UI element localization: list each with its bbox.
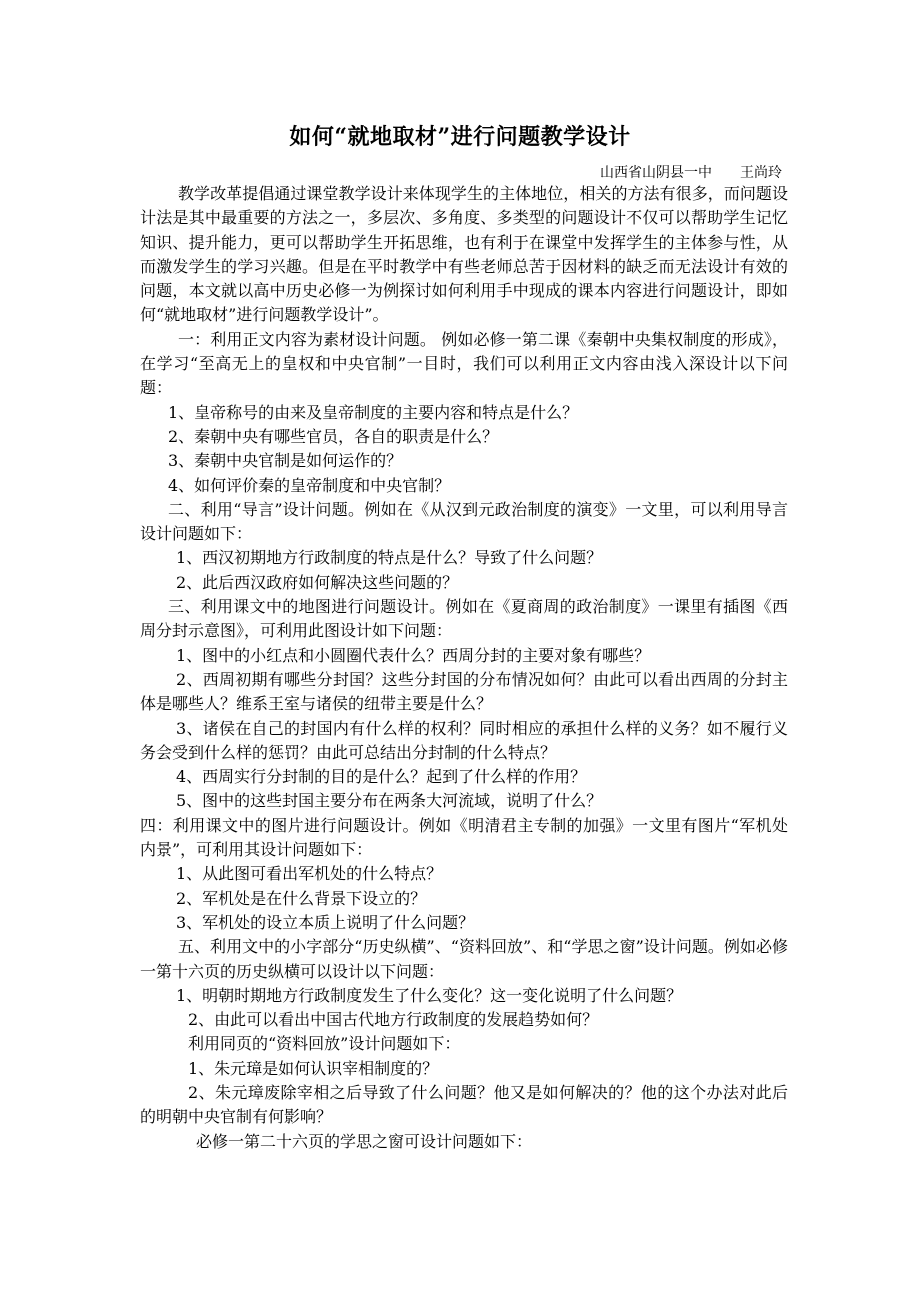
- section-5-question-4: 2、朱元璋废除宰相之后导致了什么问题？他又是如何解决的？他的这个办法对此后的明朝中央官制有何影响？: [140, 1082, 788, 1127]
- section-5-question-3: 1、朱元璋是如何认识宰相制度的？: [188, 1058, 439, 1078]
- section-3-question-2: 2、西周初期有哪些分封国？这些分封国的分布情况如何？由此可以看出西周的分封主体是哪些人？维系王室与诸侯的纽带主要是什么？: [140, 669, 788, 714]
- section-3-question-4: 4、西周实行分封制的目的是什么？起到了什么样的作用？: [176, 767, 587, 787]
- section-5-closing: 必修一第二十六页的学思之窗可设计问题如下：: [196, 1131, 533, 1151]
- section-2-heading: 二、利用“导言”设计问题。例如在《从汉到元政治制度的演变》一文里，可以利用导言设计问题如下：: [140, 499, 788, 544]
- section-1-heading: 一：利用正文内容为素材设计问题。 例如必修一第二课《秦朝中央集权制度的形成》，在学习“至高无上的皇权和中央官制”一目时，我们可以利用正文内容由浅入深设计以下问题：: [140, 329, 788, 398]
- section-5-subheading: 利用同页的“资料回放”设计问题如下：: [188, 1034, 461, 1054]
- section-5-question-1: 1、明朝时期地方行政制度发生了什么变化？这一变化说明了什么问题？: [176, 985, 683, 1005]
- byline-school: 山西省山阴县一中: [600, 165, 712, 181]
- section-2-question-1: 1、西汉初期地方行政制度的特点是什么？导致了什么问题？: [176, 548, 603, 568]
- section-3-question-3: 3、诸侯在自己的封国内有什么样的权利？同时相应的承担什么样的义务？如不履行义务会受到什么样的惩罚？由此可总结出分封制的什么特点？: [140, 718, 788, 762]
- section-1-question-4: 4、如何评价秦的皇帝制度和中央官制？: [168, 475, 451, 495]
- intro-paragraph: 教学改革提倡通过课堂教学设计来体现学生的主体地位，相关的方法有很多，而问题设计法是其中最重要的方法之一，多层次、多角度、多类型的问题设计不仅可以帮助学生记忆知识、提升能力，更可以帮助学生开拓思维，也有利于在课堂中发挥学生的主体参与性，从而激发学生的学习兴趣。但是在平时教学中有些老师总苦于因材料的缺乏而无法设计有效的问题，本文就以高中历史必修一为例探讨如何利用手中现成的课本内容进行问题设计，即如何“就地取材”进行问题教学设计”。: [140, 184, 788, 325]
- section-1-question-2: 2、秦朝中央有哪些官员，各自的职责是什么？: [168, 426, 499, 446]
- section-1-question-3: 3、秦朝中央官制是如何运作的？: [168, 451, 403, 471]
- section-3-question-5: 5、图中的这些封国主要分布在两条大河流域，说明了什么？: [176, 791, 603, 811]
- section-5-question-2: 2、由此可以看出中国古代地方行政制度的发展趋势如何？: [188, 1010, 599, 1030]
- section-1-question-1: 1、皇帝称号的由来及皇帝制度的主要内容和特点是什么？: [168, 402, 579, 422]
- section-4-question-2: 2、军机处是在什么背景下设立的？: [176, 888, 427, 908]
- byline: [600, 162, 782, 182]
- section-3-heading: 三、利用课文中的地图进行问题设计。例如在《夏商周的政治制度》一课里有插图《西周分封示意图》，可利用此图设计如下问题：: [140, 597, 788, 641]
- document-body: [140, 182, 788, 1154]
- section-3-question-1: 1、图中的小红点和小圆圈代表什么？西周分封的主要对象有哪些？: [176, 645, 651, 665]
- section-5-heading: 五、利用文中的小字部分“历史纵横”、“资料回放”、和“学思之窗”设计问题。例如必修一第十六页的历史纵横可以设计以下问题：: [140, 937, 788, 981]
- section-2-question-2: 2、此后西汉政府如何解决这些问题的？: [176, 572, 459, 592]
- document-title: 如何“就地取材”进行问题教学设计: [289, 124, 631, 150]
- section-4-heading: 四：利用课文中的图片进行问题设计。例如《明清君主专制的加强》一文里有图片“军机处内景”，可利用其设计问题如下：: [140, 815, 788, 860]
- byline-author: 王尚玲: [740, 165, 782, 181]
- section-4-question-3: 3、军机处的设立本质上说明了什么问题？: [176, 912, 475, 932]
- section-4-question-1: 1、从此图可看出军机处的什么特点？: [176, 864, 443, 884]
